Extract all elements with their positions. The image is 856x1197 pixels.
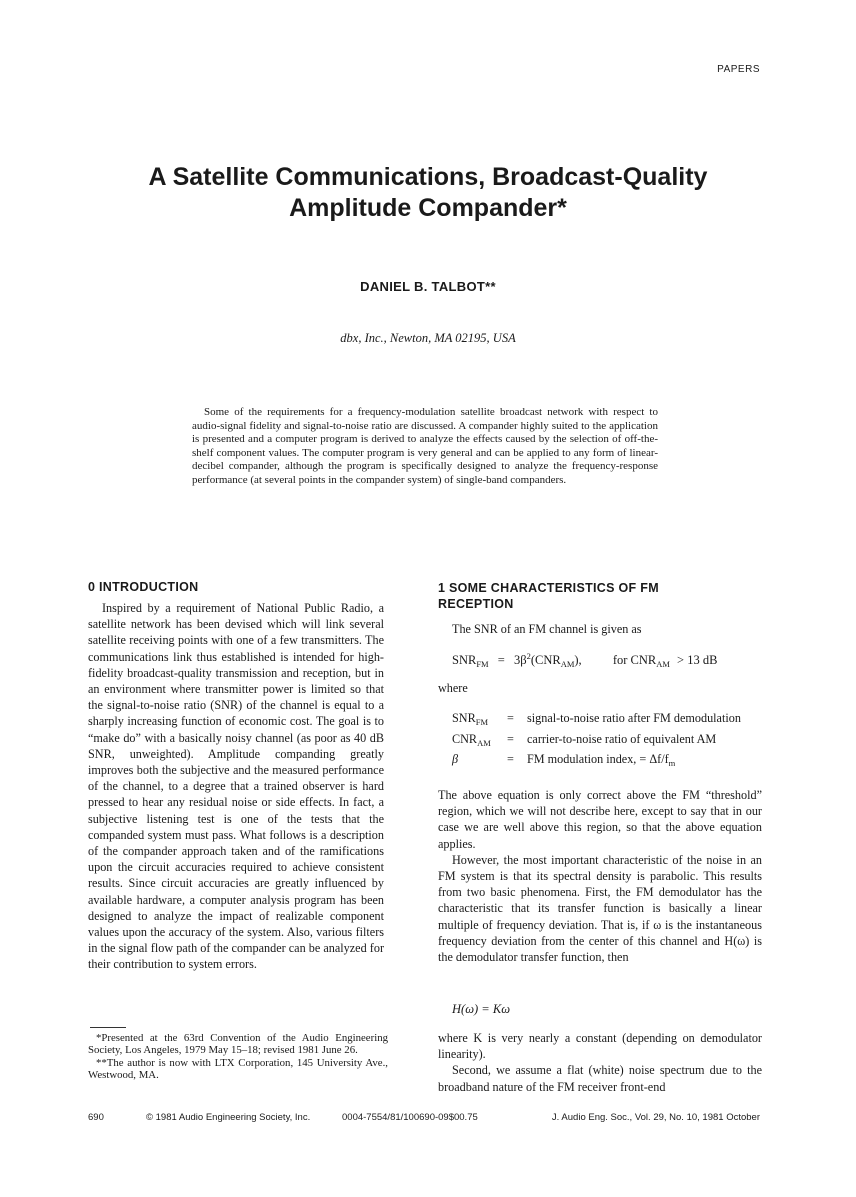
author-affiliation: dbx, Inc., Newton, MA 02195, USA — [340, 331, 516, 345]
definition-snr: $SNR_{FM}$ = signal-to-noise ratio after FM demodulation — [452, 710, 772, 731]
footnote-divider — [90, 1027, 126, 1028]
footnote-author: **The author is now with LTX Corporation, 145 University Ave., Westwood, MA. — [88, 1056, 388, 1082]
section-heading-fm-reception: 1 SOME CHARACTERISTICS OF FM RECEPTION — [438, 581, 659, 611]
eq1-coef-sup: 2 — [526, 651, 531, 661]
def-cnr-sub: AM — [477, 737, 491, 748]
introduction-paragraph: Inspired by a requirement of National Public Radio, a satellite network has been devised which will link several satellite receiving points with one of a few transmitters. The communications link thus established is intended for high-fidelity broadcast-quality transmission and reception, but in an environment where transmitter power is limited so that the signal-to-noise ratio (SNR) of the channel is equal to a sharply increasing function of economic cost. The goal is to “make do” with a basically noisy channel (as poor as 40 dB SNR, unweighted). Amplitude companding greatly improves both the subjective and the measured performance of the channel, to a degree that a trained observer is hard pressed to hear any residual noise or side effects. In fact, a subjective listening test is one of the tests that the companded system must pass. What follows is a description of the compander approach taken and of the ramifications upon the circuit accuracies required to achieve consistent results. Since circuit accuracies are greatly influenced by available hardware, a computer analysis program has been designed to analyze the impact of realizable component values upon the accuracy of the system. Also, various filters in the signal flow path of the compander can be analyzed for their contribution to system errors. — [88, 601, 384, 972]
def-beta-desc-sub: m — [668, 758, 676, 768]
fm-intro-paragraph: The SNR of an FM channel is given as — [452, 622, 642, 636]
where-label: where — [438, 681, 468, 695]
author-name: DANIEL B. TALBOT** — [360, 279, 496, 294]
threshold-paragraph: The above equation is only correct above the FM “threshold” region, which we will not describe here, except to say that in our case we are well above this region, so that the above equation applies. — [438, 788, 762, 851]
section-label: PAPERS — [717, 64, 760, 75]
symbol-definitions — [452, 710, 772, 772]
def-snr-symbol: SNR — [452, 711, 476, 725]
page-number: 690 — [88, 1112, 104, 1123]
def-cnr-desc: carrier-to-noise ratio of equivalent AM — [527, 731, 717, 746]
eq1-cond-rest: > 13 dB — [677, 653, 718, 667]
definition-cnr: $CNR_{AM}$ = carrier-to-noise ratio of equivalent AM — [452, 731, 772, 752]
def-cnr-symbol: CNR — [452, 731, 478, 746]
title-line-1: A Satellite Communications, Broadcast-Quality — [148, 163, 708, 191]
definition-beta: β = FM modulation index, = $\Delta f/f_m$ — [452, 751, 772, 772]
eq1-arg: (CNR — [530, 653, 561, 667]
def-snr-desc: signal-to-noise ratio after FM demodulation — [527, 711, 741, 725]
eq1-cond: for CNR — [612, 653, 657, 667]
paper-title — [0, 162, 856, 224]
transfer-equation: H(ω) = Kω — [452, 1002, 511, 1016]
eq1-lhs-sub: FM — [476, 659, 489, 669]
def-beta-desc: FM modulation index, = Δf/f — [527, 752, 669, 766]
def-snr-sub: FM — [475, 717, 489, 727]
spectral-paragraph: However, the most important characteristic of the noise in an FM system is that its spectral density is parabolic. This results from two basic phenomena. First, the FM demodulator has the characteristic that its transfer function is basically a linear multiple of frequency deviation. That is, if ω is the instantaneous frequency deviation from the center of this channel and H(ω) is the demodulator transfer function, then — [438, 852, 762, 965]
eq1-coef: 3β — [513, 653, 527, 667]
footnotes — [88, 1032, 388, 1082]
noise-spectrum-paragraph: Second, we assume a flat (white) noise spectrum due to the broadband nature of the FM receiver front-end — [438, 1063, 762, 1094]
article-code: 0004-7554/81/100690-09$00.75 — [342, 1112, 478, 1123]
fm-intro-text — [452, 621, 768, 637]
def-beta-symbol: β — [452, 752, 459, 766]
journal-citation: J. Audio Eng. Soc., Vol. 29, No. 10, 1981 October — [551, 1112, 760, 1123]
abstract: Some of the requirements for a frequency-modulation satellite broadcast network with respect to audio-signal fidelity and signal-to-noise ratio are discussed. A compander highly suited to the application is presented and a computer program is derived to analyze the effects caused by the selection of off-the-shelf component values. The computer program is very general and can be applied to any form of linear-decibel compander, although the program is specifically designed to analyze the frequency-response performance (at several points in the compander system) of single-band companders. — [192, 406, 658, 486]
title-line-2: Amplitude Compander* — [289, 194, 567, 222]
snr-equation — [452, 651, 717, 669]
eq1-tail: ), — [574, 653, 582, 667]
eq1-op: = — [497, 653, 505, 667]
left-column — [88, 579, 384, 973]
eq1-cond-sub: AM — [656, 659, 670, 669]
section-heading-introduction: 0 INTRODUCTION — [88, 580, 199, 594]
copyright: © 1981 Audio Engineering Society, Inc. — [146, 1112, 311, 1123]
demodulator-paragraph: where K is very nearly a constant (depending on demodulator linearity). — [438, 1031, 762, 1062]
eq1-arg-sub: AM — [560, 659, 575, 669]
footnote-presented: *Presented at the 63rd Convention of the Audio Engineering Society, Los Angeles, 1979 May 15–18; revised 1981 June 26. — [88, 1032, 388, 1057]
eq1-lhs: SNR — [452, 653, 477, 667]
fm-body-continued — [438, 1030, 762, 1095]
fm-body — [438, 787, 762, 965]
